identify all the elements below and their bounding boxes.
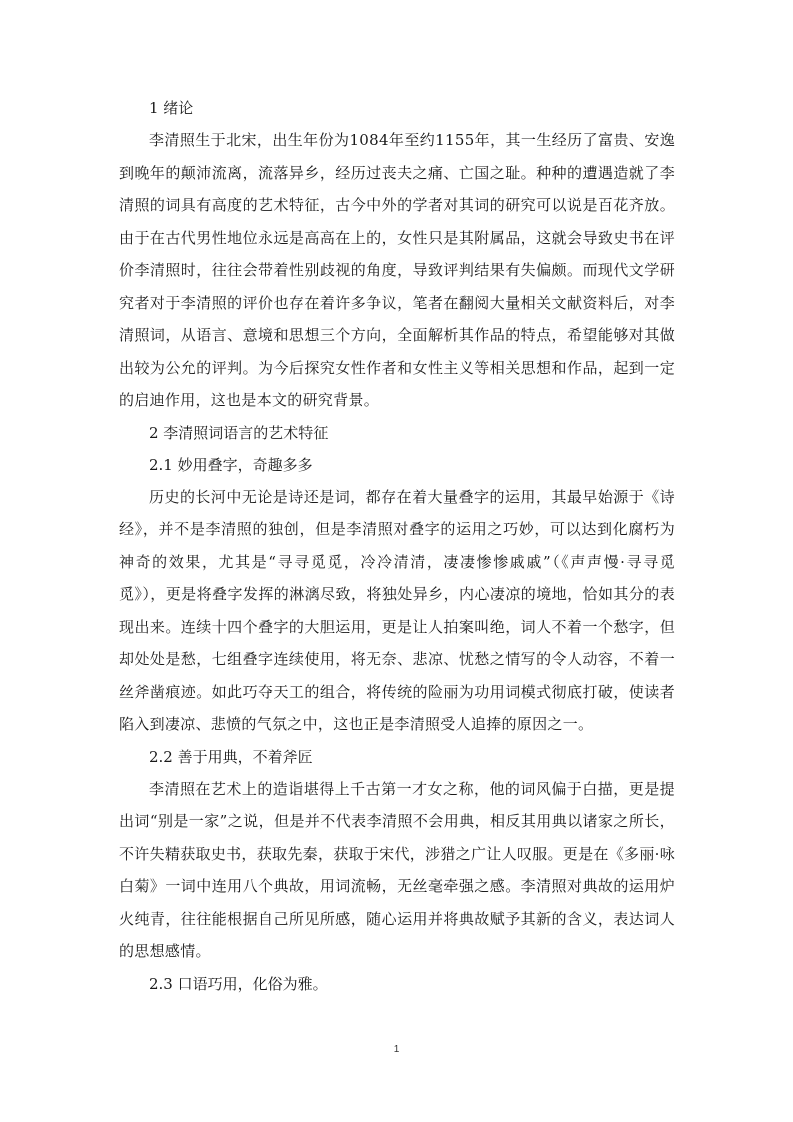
body-paragraph: 李清照在艺术上的造诣堪得上千古第一才女之称，他的词风偏于白描，更是提出词“别是一家”之说，但是并不代表李清照不会用典，相反其用典以诸家之所长，不许失精获取史书，获取先秦，获取于宋代，涉猎之广让人叹服。更是在《多丽·咏白菊》一词中连用八个典故，用词流畅，无丝毫牵强之感。李清照对典故的运用炉火纯青，往往能根据自己所见所感，随心运用并将典故赋予其新的含义，表达词人的思想感情。 (119, 779, 675, 960)
body-paragraph: 李清照生于北宋，出生年份为1084年至约1155年，其一生经历了富贵、安逸到晚年的颠沛流离，流落异乡，经历过丧夫之痛、亡国之耻。种种的遭遇造就了李清照的词具有高度的艺术特征，古今中外的学者对其词的研究可以说是百花齐放。由于在古代男性地位永远是高高在上的，女性只是其附属品，这就会导致史书在评价李清照时，往往会带着性别歧视的角度，导致评判结果有失偏颇。而现代文学研究者对于李清照的评价也存在着许多争议，笔者在翻阅大量相关文献资料后，对李清照词，从语言、意境和思想三个方向，全面解析其作品的特点，希望能够对其做出较为公允的评判。为今后探究女性作者和女性主义等相关思想和作品，起到一定的启迪作用，这也是本文的研究背景。 (119, 131, 675, 409)
body-paragraph: 历史的长河中无论是诗还是词，都存在着大量叠字的运用，其最早始源于《诗经》，并不是李清照的独创，但是李清照对叠字的运用之巧妙，可以达到化腐朽为神奇的效果，尤其是“寻寻觅觅，冷冷清清，凄凄惨惨戚戚”（《声声慢·寻寻觅觅》），更是将叠字发挥的淋漓尽致，将独处异乡，内心凄凉的境地，恰如其分的表现出来。连续十四个叠字的大胆运用，更是让人拍案叫绝，词人不着一个愁字，但却处处是愁，七组叠字连续使用，将无奈、悲凉、忧愁之情写的令人动容，不着一丝斧凿痕迹。如此巧夺天工的组合，将传统的险丽为功用词模式彻底打破，使读者陷入到凄凉、悲愤的气氛之中，这也正是李清照受人追捧的原因之一。 (119, 487, 675, 733)
page-number: 1 (393, 1044, 400, 1055)
section-heading: 1 绪论 (149, 99, 194, 117)
subsection-heading: 2.2 善于用典，不着斧匠 (149, 747, 313, 766)
document-body (119, 92, 675, 1000)
subsection-heading: 2.1 妙用叠字，奇趣多多 (149, 455, 313, 474)
subsection-heading: 2.3 口语巧用，化俗为雅。 (149, 974, 328, 993)
section-heading: 2 李清照词语言的艺术特征 (149, 423, 329, 442)
